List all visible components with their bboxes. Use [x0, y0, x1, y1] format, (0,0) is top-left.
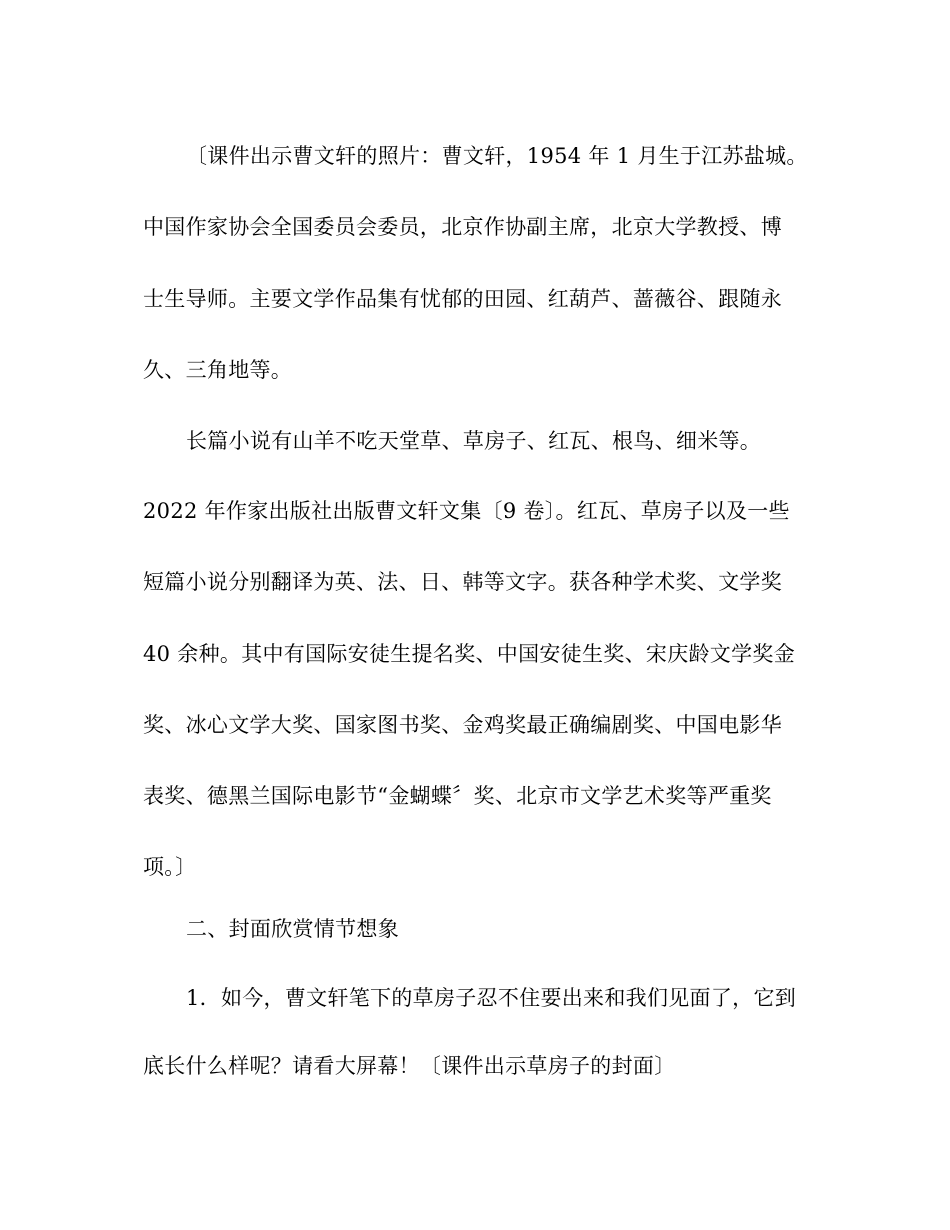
- text-line: 〔课件出示曹文轩的照片：曹文轩，1954 年 1 月生于江苏盐城。: [186, 144, 808, 168]
- text-line: 士生导师。主要文学作品集有忧郁的田园、红葫芦、蔷薇谷、跟随永: [143, 287, 782, 311]
- section-heading: 二、封面欣赏情节想象: [186, 917, 399, 941]
- text-line: 1．如今，曹文轩笔下的草房子忍不住要出来和我们见面了，它到: [186, 986, 797, 1010]
- text-line: 40 余种。其中有国际安徒生提名奖、中国安徒生奖、宋庆龄文学奖金: [143, 642, 795, 666]
- text-line: 2022 年作家出版社出版曹文轩文集〔9 卷〕。红瓦、草房子以及一些: [143, 499, 790, 523]
- text-line: 底长什么样呢？请看大屏幕！〔课件出示草房子的封面〕: [143, 1054, 676, 1078]
- text-line: 奖、冰心文学大奖、国家图书奖、金鸡奖最正确编剧奖、中国电影华: [143, 713, 782, 737]
- text-line: 长篇小说有山羊不吃天堂草、草房子、红瓦、根鸟、细米等。: [186, 429, 762, 453]
- text-line: 中国作家协会全国委员会委员，北京作协副主席，北京大学教授、博: [143, 215, 782, 239]
- text-line: 项。〕: [143, 855, 197, 879]
- text-line: 表奖、德黑兰国际电影节“金蝴蝶〞奖、北京市文学艺术奖等严重奖: [143, 784, 772, 808]
- text-line: 久、三角地等。: [143, 358, 293, 382]
- text-line: 短篇小说分别翻译为英、法、日、韩等文字。获各种学术奖、文学奖: [143, 570, 782, 594]
